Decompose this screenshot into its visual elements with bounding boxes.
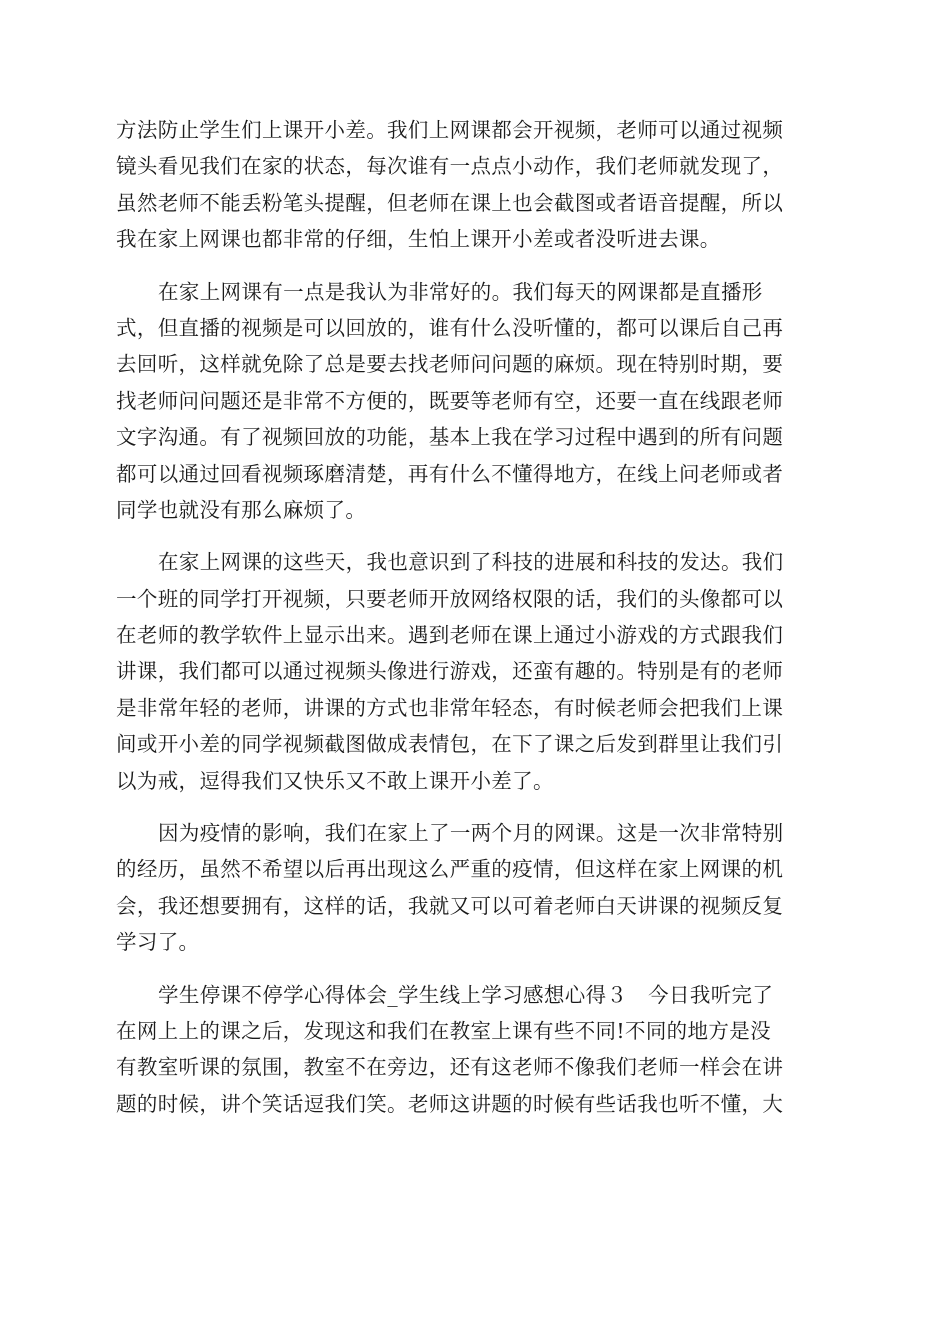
text-line: 是非常年轻的老师，讲课的方式也非常年轻态，有时候老师会把我们上课: [116, 695, 784, 720]
text-line: 在老师的教学软件上显示出来。遇到老师在课上通过小游戏的方式跟我们: [116, 623, 784, 648]
text-line: 会，我还想要拥有，这样的话，我就又可以可着老师白天讲课的视频反复: [116, 893, 784, 918]
text-line: 以为戒，逗得我们又快乐又不敢上课开小差了。: [116, 768, 554, 793]
text-line: 因为疫情的影响，我们在家上了一两个月的网课。这是一次非常特别: [158, 821, 784, 846]
paragraph-1: [116, 112, 836, 258]
text-line: 同学也就没有那么麻烦了。: [116, 497, 367, 522]
text-line: 找老师问问题还是非常不方便的，既要等老师有空，还要一直在线跟老师: [116, 388, 784, 413]
text-line: 学生停课不停学心得体会_学生线上学习感想心得３ 今日我听完了: [158, 982, 774, 1007]
text-line: 式，但直播的视频是可以回放的，谁有什么没听懂的，都可以课后自己再: [116, 315, 784, 340]
text-line: 文字沟通。有了视频回放的功能，基本上我在学习过程中遇到的所有问题: [116, 425, 784, 450]
paragraph-2: [116, 274, 836, 529]
paragraph-3: [116, 544, 836, 799]
paragraph-4: [116, 815, 836, 961]
text-line: 有教室听课的氛围，教室不在旁边，还有这老师不像我们老师一样会在讲: [116, 1055, 784, 1080]
document-body: [116, 112, 836, 1138]
text-line: 虽然老师不能丢粉笔头提醒，但老师在课上也会截图或者语音提醒，所以: [116, 190, 784, 215]
text-line: 都可以通过回看视频琢磨清楚，再有什么不懂得地方，在线上问老师或者: [116, 461, 784, 486]
text-line: 我在家上网课也都非常的仔细，生怕上课开小差或者没听进去课。: [116, 227, 721, 252]
text-line: 一个班的同学打开视频，只要老师开放网络权限的话，我们的头像都可以: [116, 586, 784, 611]
text-line: 学习了。: [116, 930, 200, 955]
text-line: 题的时候，讲个笑话逗我们笑。老师这讲题的时候有些话我也听不懂，大: [116, 1091, 784, 1116]
text-line: 在网上上的课之后，发现这和我们在教室上课有些不同!不同的地方是没: [116, 1018, 771, 1043]
text-line: 的经历，虽然不希望以后再出现这么严重的疫情，但这样在家上网课的机: [116, 857, 784, 882]
text-line: 讲课，我们都可以通过视频头像进行游戏，还蛮有趣的。特别是有的老师: [116, 659, 784, 684]
text-line: 在家上网课有一点是我认为非常好的。我们每天的网课都是直播形: [158, 279, 763, 304]
text-line: 在家上网课的这些天，我也意识到了科技的进展和科技的发达。我们: [158, 550, 784, 575]
text-line: 间或开小差的同学视频截图做成表情包，在下了课之后发到群里让我们引: [116, 732, 784, 757]
text-line: 镜头看见我们在家的状态，每次谁有一点点小动作，我们老师就发现了，: [116, 154, 784, 179]
paragraph-5: [116, 977, 836, 1123]
text-line: 去回听，这样就免除了总是要去找老师问问题的麻烦。现在特别时期，要: [116, 352, 784, 377]
text-line: 方法防止学生们上课开小差。我们上网课都会开视频，老师可以通过视频: [116, 118, 784, 142]
